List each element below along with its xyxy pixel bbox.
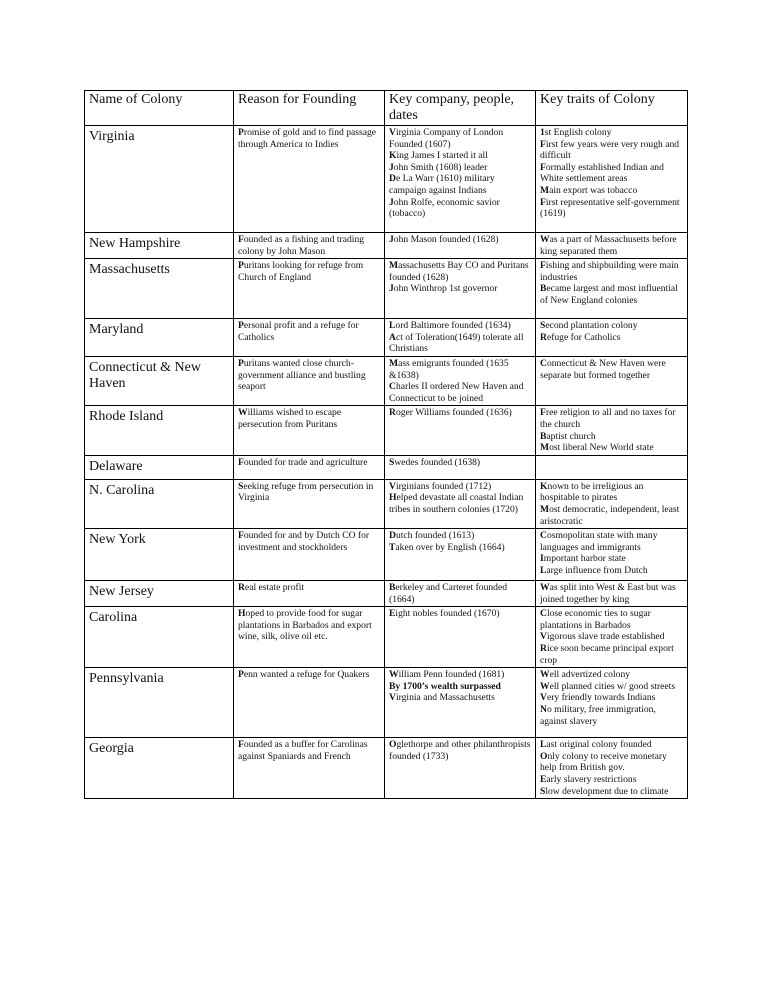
- colony-traits-cell: [536, 607, 688, 668]
- table-row: [85, 529, 688, 581]
- colony-traits-line: Free religion to all and no taxes for the church: [540, 407, 679, 430]
- colony-traits-line: Slow development due to climate: [540, 785, 669, 797]
- colony-people-line: Dutch founded (1613): [389, 530, 475, 542]
- colony-traits-line: First representative self-government (1619): [540, 196, 683, 220]
- colony-reason-line: Penn wanted a refuge for Quakers: [238, 669, 370, 681]
- table-row: [85, 738, 688, 799]
- colony-name: Carolina: [85, 607, 234, 668]
- colony-traits-line: Very friendly towards Indians: [540, 692, 656, 704]
- header-reason: Reason for Founding: [234, 91, 385, 126]
- colony-traits-line: Last original colony founded: [540, 739, 652, 751]
- colony-reason-line: Williams wished to escape persecution from Puritans: [238, 407, 344, 430]
- colony-traits-line: Only colony to receive monetary help from British gov.: [540, 750, 670, 774]
- table-row: [85, 126, 688, 233]
- colony-people-line: John Winthrop 1st governor: [389, 283, 498, 295]
- colony-reason-line: Puritans wanted close church-government alliance and bustling seaport: [238, 357, 369, 393]
- colony-traits-line: Most liberal New World state: [540, 442, 654, 454]
- colony-people-cell: [385, 581, 536, 607]
- colony-traits-cell: [536, 455, 688, 479]
- colony-reason-cell: [234, 455, 385, 479]
- colony-people-line: Roger Williams founded (1636): [389, 407, 512, 419]
- colony-people-line: John Smith (1608) leader: [389, 161, 488, 173]
- colony-people-cell: [385, 738, 536, 799]
- colony-people-line: Eight nobles founded (1670): [389, 608, 500, 620]
- colony-traits-cell: [536, 356, 688, 405]
- colony-people-cell: [385, 668, 536, 738]
- colony-reason-line: Founded for and by Dutch CO for investment and stockholders: [238, 530, 372, 553]
- colony-reason-cell: [234, 319, 385, 357]
- colony-reason-cell: [234, 126, 385, 233]
- colony-reason-cell: [234, 233, 385, 259]
- colony-people-line: Massachusetts Bay CO and Puritans founded (1628): [389, 260, 532, 283]
- colony-people-line: Taken over by English (1664): [389, 541, 505, 553]
- colony-reason-line: Founded as a fishing and trading colony by John Mason: [238, 234, 367, 257]
- colony-name: Virginia: [85, 126, 234, 233]
- colony-traits-cell: [536, 529, 688, 581]
- table-row: [85, 319, 688, 357]
- colony-people-line: Virginia Company of London Founded (1607): [389, 127, 506, 150]
- header-row: [85, 91, 688, 126]
- colony-traits-cell: [536, 668, 688, 738]
- colony-traits-cell: [536, 319, 688, 357]
- colony-traits-line: 1st English colony: [540, 127, 612, 138]
- colony-traits-cell: [536, 126, 688, 233]
- colony-reason-line: Real estate profit: [238, 582, 305, 594]
- colony-name: Massachusetts: [85, 259, 234, 319]
- colony-traits-line: Known to be irreligious an hospitable to pirates: [540, 480, 646, 504]
- table-row: [85, 233, 688, 259]
- header-name: Name of Colony: [85, 91, 234, 126]
- colony-people-line: King James I started it all: [389, 150, 488, 162]
- colony-name: Georgia: [85, 738, 234, 799]
- colonies-table-body: [85, 91, 688, 799]
- colony-people-line: Charles II ordered New Haven and Connecticut to be joined: [389, 381, 526, 404]
- table-row: [85, 581, 688, 607]
- colony-people-line: Act of Toleration(1649) tolerate all Christians: [389, 331, 526, 355]
- colony-name: Maryland: [85, 319, 234, 357]
- colony-reason-cell: [234, 259, 385, 319]
- colony-name: Delaware: [85, 455, 234, 479]
- colony-traits-line: Early slavery restrictions: [540, 774, 637, 786]
- colony-people-line: Mass emigrants founded (1635 &1638): [389, 357, 512, 381]
- colony-reason-cell: [234, 607, 385, 668]
- colony-people-line: William Penn founded (1681): [389, 669, 505, 681]
- colony-traits-line: First few years were very rough and difficult: [540, 138, 682, 162]
- colony-traits-line: Main export was tobacco: [540, 184, 638, 196]
- colony-traits-line: Well advertized colony: [540, 669, 631, 681]
- colony-people-cell: [385, 319, 536, 357]
- table-row: [85, 455, 688, 479]
- colony-reason-line: Promise of gold and to find passage through America to Indies: [238, 127, 379, 150]
- colony-name: Connecticut & New Haven: [85, 356, 234, 405]
- colony-name: N. Carolina: [85, 479, 234, 528]
- colony-traits-line: Vigorous slave trade established: [540, 631, 665, 643]
- table-row: [85, 479, 688, 528]
- colony-name: New Jersey: [85, 581, 234, 607]
- colony-traits-line: Became largest and most influential of New England colonies: [540, 283, 681, 306]
- colony-people-line: Virginians founded (1712): [389, 480, 492, 492]
- colony-people-cell: [385, 455, 536, 479]
- colony-reason-line: Founded for trade and agriculture: [238, 456, 368, 468]
- colony-people-line: Virginia and Massachusetts: [389, 692, 495, 704]
- colony-people-cell: [385, 356, 536, 405]
- colony-people-line: Helped devastate all coastal Indian tribes in southern colonies (1720): [389, 492, 526, 515]
- colony-reason-cell: [234, 406, 385, 455]
- colony-traits-line: Connecticut & New Haven were separate but formed together: [540, 357, 669, 381]
- colony-reason-cell: [234, 529, 385, 581]
- colonies-table: [84, 90, 688, 799]
- colony-reason-line: Founded as a buffer for Carolinas against Spaniards and French: [238, 739, 370, 762]
- colony-traits-line: Refuge for Catholics: [540, 331, 621, 343]
- colony-traits-line: Rice soon became principal export crop: [540, 643, 677, 666]
- colony-reason-line: Seeking refuge from persecution in Virginia: [238, 480, 376, 504]
- colony-reason-line: Hoped to provide food for sugar plantations in Barbados and export wine, silk, olive oil etc.: [238, 608, 375, 643]
- colony-people-cell: [385, 233, 536, 259]
- table-row: [85, 668, 688, 738]
- colony-reason-cell: [234, 581, 385, 607]
- colony-people-line: Oglethorpe and other philanthropists founded (1733): [389, 739, 533, 762]
- colony-reason-cell: [234, 668, 385, 738]
- header-traits: Key traits of Colony: [536, 91, 688, 126]
- colony-people-cell: [385, 406, 536, 455]
- table-row: [85, 356, 688, 405]
- table-row: [85, 406, 688, 455]
- colony-people-line: John Mason founded (1628): [389, 234, 499, 245]
- colony-reason-cell: [234, 738, 385, 799]
- colony-traits-cell: [536, 738, 688, 799]
- colony-name: Pennsylvania: [85, 668, 234, 738]
- colony-people-line: Lord Baltimore founded (1634): [389, 320, 511, 332]
- header-people: Key company, people, dates: [385, 91, 536, 126]
- colony-traits-line: Was a part of Massachusetts before king separated them: [540, 234, 680, 257]
- colony-traits-line: Important harbor state: [540, 553, 626, 565]
- colony-traits-line: Second plantation colony: [540, 320, 638, 332]
- colony-people-cell: [385, 479, 536, 528]
- colony-reason-cell: [234, 479, 385, 528]
- colony-people-line: De La Warr (1610) military campaign against Indians: [389, 173, 498, 196]
- colony-traits-cell: [536, 406, 688, 455]
- colony-traits-line: Large influence from Dutch: [540, 564, 648, 576]
- colony-people-cell: [385, 126, 536, 233]
- colony-name: New York: [85, 529, 234, 581]
- colony-people-cell: [385, 259, 536, 319]
- colony-name: Rhode Island: [85, 406, 234, 455]
- colony-traits-line: Cosmopolitan state with many languages and immigrants: [540, 530, 660, 553]
- colony-people-line: Berkeley and Carteret founded (1664): [389, 582, 510, 605]
- colony-traits-line: Fishing and shipbuilding were main industries: [540, 260, 681, 283]
- colony-traits-line: Close economic ties to sugar plantations in Barbados: [540, 608, 654, 631]
- colony-traits-line: No military, free immigration, against slavery: [540, 704, 659, 727]
- colony-people-cell: [385, 529, 536, 581]
- table-row: [85, 607, 688, 668]
- colony-traits-cell: [536, 581, 688, 607]
- colony-people-line: Swedes founded (1638): [389, 456, 481, 468]
- table-row: [85, 259, 688, 319]
- colony-traits-line: Well planned cities w/ good streets: [540, 680, 676, 692]
- colony-reason-cell: [234, 356, 385, 405]
- colony-name: New Hampshire: [85, 233, 234, 259]
- colony-traits-cell: [536, 479, 688, 528]
- colony-traits-line: Was split into West & East but was joined together by king: [540, 582, 679, 605]
- colony-people-line: John Rolfe, economic savior (tobacco): [389, 196, 503, 220]
- colony-reason-line: Puritans looking for refuge from Church of England: [238, 260, 366, 283]
- colony-reason-line: Personal profit and a refuge for Catholics: [238, 320, 362, 343]
- colony-people-line: By 1700’s wealth surpassed: [389, 680, 501, 692]
- colony-traits-cell: [536, 259, 688, 319]
- colony-traits-cell: [536, 233, 688, 259]
- colony-traits-line: Baptist church: [540, 430, 596, 442]
- colony-people-cell: [385, 607, 536, 668]
- colony-traits-line: Most democratic, independent, least aristocratic: [540, 503, 682, 527]
- colony-traits-line: Formally established Indian and White settlement areas: [540, 161, 667, 185]
